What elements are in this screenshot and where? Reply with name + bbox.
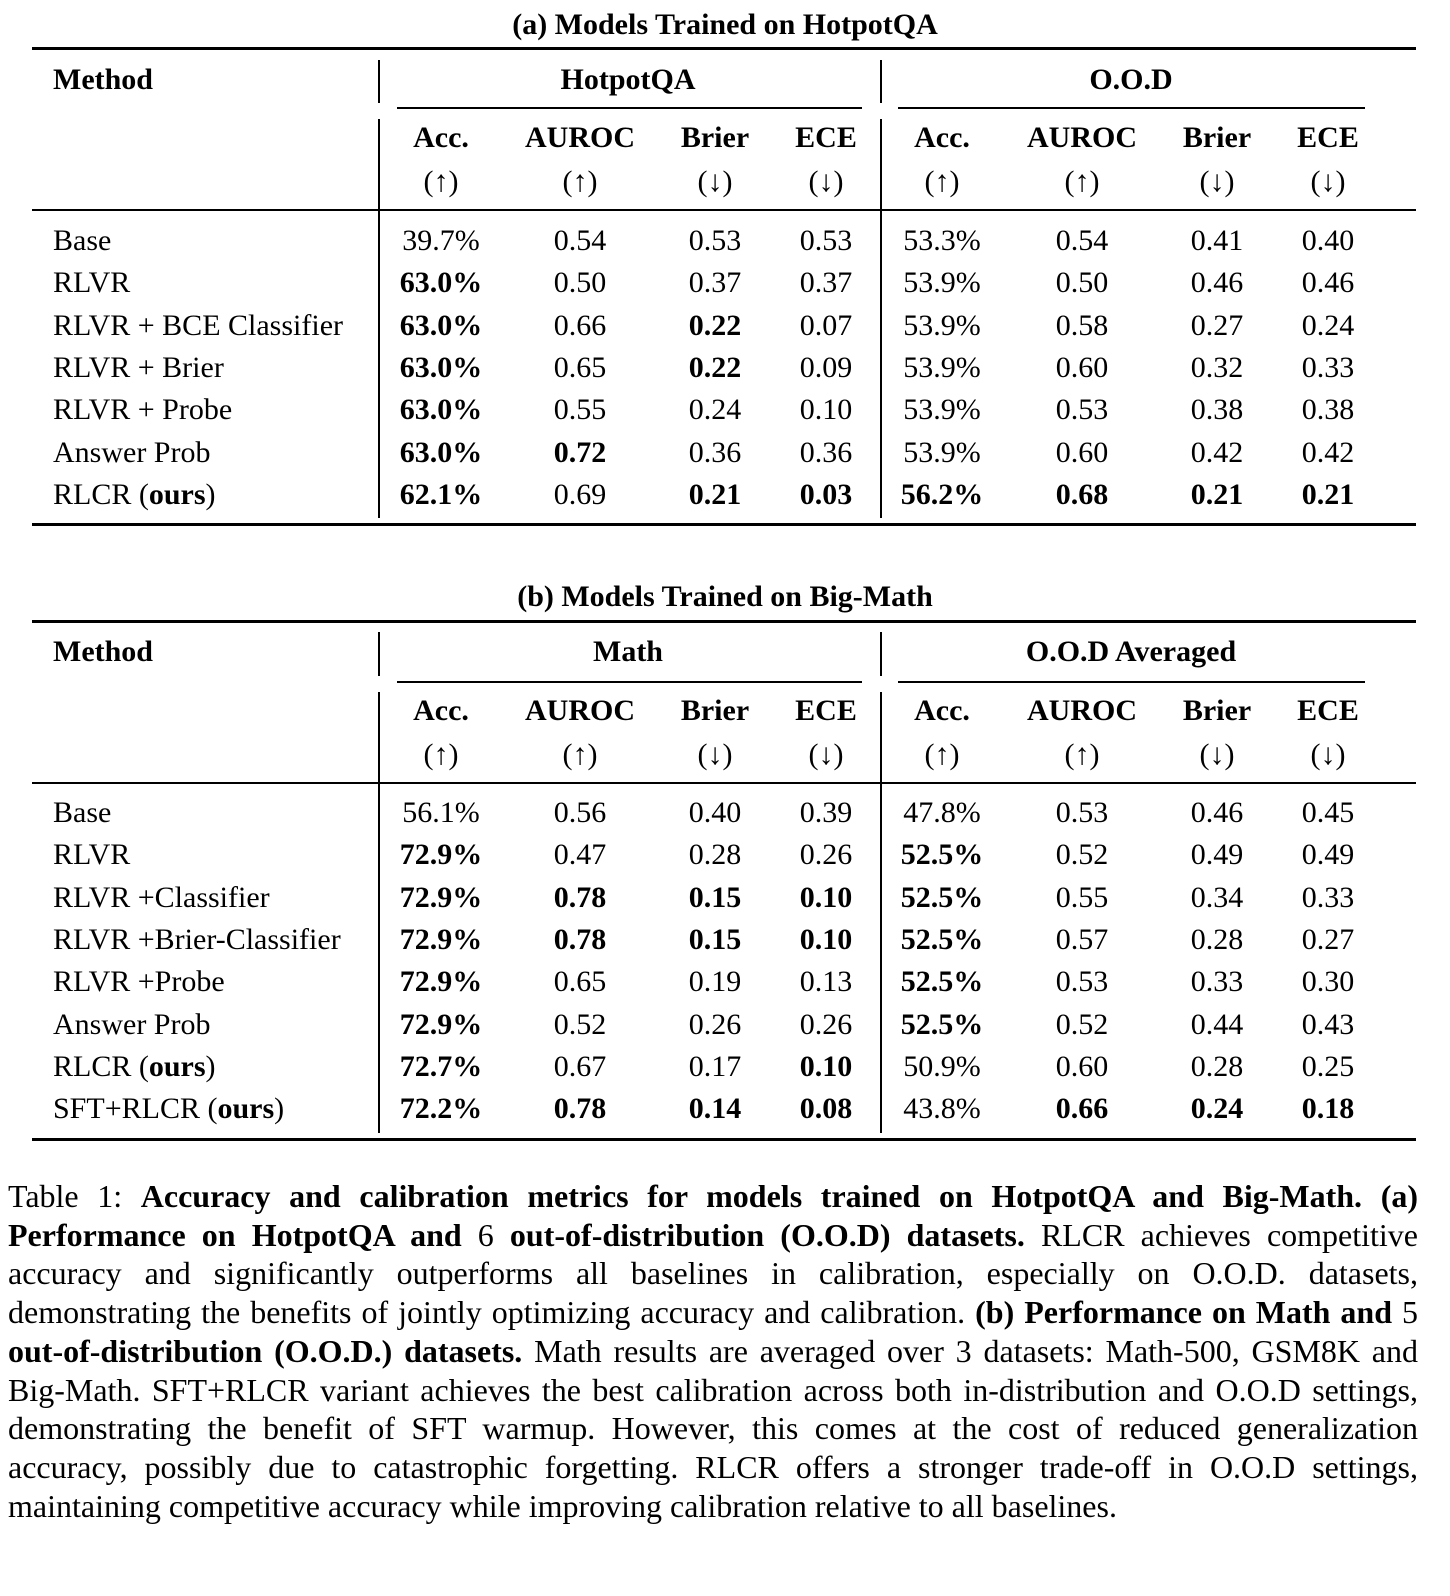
table-a-table-cell: 53.3% bbox=[903, 224, 981, 257]
table-b-vsep-head-0 bbox=[378, 632, 380, 676]
table-b-table-cell: 0.10 bbox=[799, 880, 853, 914]
table-b-table-cell: 56.1% bbox=[402, 796, 480, 829]
table-a-table-cell: 0.24 bbox=[1301, 308, 1355, 342]
table-a-row-method bbox=[53, 436, 211, 470]
table-a-table-cell: 0.50 bbox=[1055, 266, 1109, 300]
table-b-table-cell: 0.53 bbox=[1055, 965, 1109, 999]
table-a-group-header-0: HotpotQA bbox=[560, 63, 696, 96]
table-b-table-cell: 0.45 bbox=[1301, 796, 1355, 829]
table-b-table-cell: 0.55 bbox=[1055, 880, 1109, 914]
caption-text bbox=[1362, 1178, 1381, 1214]
table-b-table-cell: 0.53 bbox=[1055, 796, 1109, 829]
table-b-table-cell: 0.67 bbox=[553, 1049, 607, 1083]
table-a-table-cell: 0.40 bbox=[1301, 224, 1355, 257]
table-a-table-cell: 0.46 bbox=[1301, 266, 1355, 300]
table-b-table-cell: 0.26 bbox=[688, 1007, 742, 1041]
method-label-part: ) bbox=[274, 1092, 285, 1126]
table-b-title: (b) Models Trained on Big-Math bbox=[517, 580, 933, 613]
table-b-table-cell: 0.49 bbox=[1301, 838, 1355, 872]
table-a-table-cell: 0.37 bbox=[688, 266, 742, 300]
table-a-metric-direction: (↓) bbox=[1199, 165, 1235, 198]
table-b-table-cell: 0.28 bbox=[1190, 1049, 1244, 1083]
table-a-table-cell: 0.53 bbox=[1055, 393, 1109, 427]
table-b-table-cell: 0.28 bbox=[688, 838, 742, 872]
method-label-part: ) bbox=[205, 1049, 216, 1083]
table-a-vsep-body-0 bbox=[378, 119, 380, 518]
table-b-table-cell: 50.9% bbox=[903, 1049, 981, 1083]
table-a-header-rule bbox=[32, 209, 1416, 211]
table-b-table-cell: 43.8% bbox=[903, 1092, 981, 1126]
table-b-table-cell: 0.52 bbox=[1055, 838, 1109, 872]
table-a-table-cell: 0.46 bbox=[1190, 266, 1244, 300]
table-b-table-cell: 0.17 bbox=[688, 1049, 742, 1083]
method-label-part: RLVR +Brier-Classifier bbox=[53, 922, 341, 956]
table-a-table-cell: 0.24 bbox=[688, 393, 742, 427]
table-b-metric-direction: (↑) bbox=[423, 738, 459, 771]
table-b-bottom-rule bbox=[32, 1138, 1416, 1141]
table-a-metric-header: AUROC bbox=[1027, 121, 1137, 154]
table-b-metric-header: Brier bbox=[1182, 694, 1252, 727]
table-a-table-cell: 0.53 bbox=[688, 224, 742, 257]
caption-text: 5 bbox=[1392, 1294, 1419, 1331]
table-b-table-cell: 0.28 bbox=[1190, 922, 1244, 956]
table-b-header-rule bbox=[32, 782, 1416, 784]
method-label-part: RLCR ( bbox=[53, 477, 149, 511]
table-a-table-cell: 0.21 bbox=[688, 477, 742, 511]
table-a-table-cell: 0.54 bbox=[1055, 224, 1109, 257]
table-b-table-cell: 0.15 bbox=[688, 880, 742, 914]
table-b-table-cell: 52.5% bbox=[900, 838, 984, 872]
table-a-table-cell: 0.09 bbox=[799, 350, 853, 384]
method-label-part: Base bbox=[53, 224, 112, 257]
table-a-table-cell: 53.9% bbox=[903, 308, 981, 342]
method-label-part: SFT+RLCR ( bbox=[53, 1092, 218, 1126]
table-b-table-cell: 0.26 bbox=[799, 838, 853, 872]
table-b-table-cell: 0.49 bbox=[1190, 838, 1244, 872]
table-a-table-cell: 53.9% bbox=[903, 266, 981, 300]
table-b-table-cell: 0.14 bbox=[688, 1092, 742, 1126]
table-a-table-cell: 63.0% bbox=[399, 393, 483, 427]
table-a-table-cell: 0.38 bbox=[1190, 393, 1244, 427]
table-a-group-rule-1 bbox=[898, 107, 1365, 109]
table-b-metric-header: AUROC bbox=[1027, 694, 1137, 727]
table-a-table-cell: 0.53 bbox=[799, 224, 853, 257]
table-b-row-method bbox=[53, 1008, 211, 1042]
table-a-table-cell: 62.1% bbox=[399, 477, 483, 511]
method-label-part: Answer Prob bbox=[53, 435, 211, 469]
table-a-row-method bbox=[53, 393, 232, 427]
table-a-table-cell: 0.21 bbox=[1190, 477, 1244, 511]
table-b-table-cell: 0.43 bbox=[1301, 1007, 1355, 1041]
table-a-metric-direction: (↓) bbox=[808, 165, 844, 198]
table-a-table-cell: 0.27 bbox=[1190, 308, 1244, 342]
table-b-metric-header: ECE bbox=[1297, 694, 1359, 727]
method-label-part: RLVR +Probe bbox=[53, 965, 225, 999]
table-b-metric-direction: (↓) bbox=[1310, 738, 1346, 771]
table-b-metric-direction: (↑) bbox=[562, 738, 598, 771]
table-caption bbox=[8, 1177, 1418, 1525]
table-a-metric-header: Acc. bbox=[413, 121, 469, 154]
table-b-table-cell: 0.78 bbox=[553, 1092, 607, 1126]
table-b-group-header-1: O.O.D Averaged bbox=[1025, 635, 1237, 668]
table-b-table-cell: 0.52 bbox=[1055, 1007, 1109, 1041]
table-b-table-cell: 0.56 bbox=[553, 796, 607, 829]
table-b-table-cell: 72.2% bbox=[399, 1092, 483, 1126]
table-b-table-cell: 0.26 bbox=[799, 1007, 853, 1041]
table-a-table-cell: 0.65 bbox=[553, 350, 607, 384]
table-a-row-method bbox=[53, 309, 343, 343]
table-b-table-cell: 0.18 bbox=[1301, 1092, 1355, 1126]
table-b-metric-header: Acc. bbox=[413, 694, 469, 727]
table-a-table-cell: 63.0% bbox=[399, 350, 483, 384]
table-a-metric-header: AUROC bbox=[525, 121, 635, 154]
table-a-metric-header: Brier bbox=[1182, 121, 1252, 154]
method-label-part: Base bbox=[53, 796, 112, 829]
table-a-table-cell: 0.58 bbox=[1055, 308, 1109, 342]
table-b-table-cell: 0.27 bbox=[1301, 922, 1355, 956]
caption-bold-text: out-of-distribution (O.O.D) datasets. bbox=[509, 1216, 1025, 1253]
method-label-part: ) bbox=[205, 477, 216, 511]
table-a-table-cell: 63.0% bbox=[399, 308, 483, 342]
table-a-vsep-body-1 bbox=[880, 119, 882, 518]
caption-text: Math results are averaged over 3 datasets: Math-500, GSM8K and Big-Math. SFT+RLCR variant achieves the best calibration across both in-distribution and O.O.D settings, demonstrating the benefit of SFT warmup. However, this comes at the cost of reduced generalization accuracy, possibly due to catastrophic forgetting. RLCR offers a stronger trade-off in O.O.D settings, maintaining competitive accuracy while improving calibration relative to all baselines. bbox=[8, 1332, 1419, 1524]
table-a-row-method bbox=[53, 266, 130, 300]
table-b-table-cell: 72.9% bbox=[399, 880, 483, 914]
table-a-table-cell: 0.42 bbox=[1190, 435, 1244, 469]
table-a-table-cell: 0.54 bbox=[553, 224, 607, 257]
method-label-part: Answer Prob bbox=[53, 1007, 211, 1041]
table-a-table-cell: 63.0% bbox=[399, 266, 483, 300]
table-a-table-cell: 0.36 bbox=[688, 435, 742, 469]
table-b-metric-direction: (↓) bbox=[1199, 738, 1235, 771]
table-a-table-cell: 39.7% bbox=[402, 224, 480, 257]
table-a-table-cell: 56.2% bbox=[900, 477, 984, 511]
table-b-table-cell: 0.46 bbox=[1190, 796, 1244, 829]
table-b-metric-direction: (↓) bbox=[697, 738, 733, 771]
table-b-table-cell: 0.47 bbox=[553, 838, 607, 872]
table-a-table-cell: 53.9% bbox=[903, 350, 981, 384]
method-label-part: RLVR + Brier bbox=[53, 350, 224, 384]
table-b-row-method bbox=[53, 965, 225, 999]
table-b-table-cell: 0.24 bbox=[1190, 1092, 1244, 1126]
table-a-table-cell: 0.60 bbox=[1055, 435, 1109, 469]
table-b-table-cell: 72.7% bbox=[399, 1049, 483, 1083]
table-b-table-cell: 0.60 bbox=[1055, 1049, 1109, 1083]
table-a-table-cell: 0.22 bbox=[688, 350, 742, 384]
table-a-table-cell: 0.68 bbox=[1055, 477, 1109, 511]
table-b-table-cell: 47.8% bbox=[903, 796, 981, 829]
table-a-table-cell: 0.07 bbox=[799, 308, 853, 342]
table-a-row-method bbox=[53, 224, 111, 258]
table-a-table-cell: 0.60 bbox=[1055, 350, 1109, 384]
table-b-table-cell: 0.44 bbox=[1190, 1007, 1244, 1041]
table-b-table-cell: 0.57 bbox=[1055, 922, 1109, 956]
table-b-table-cell: 0.39 bbox=[799, 796, 853, 829]
caption-bold-text: (b) Performance on Math and bbox=[975, 1294, 1393, 1331]
table-a-table-cell: 0.66 bbox=[553, 308, 607, 342]
table-a-metric-header: ECE bbox=[1297, 121, 1359, 154]
table-a-group-rule-0 bbox=[397, 107, 862, 109]
table-b-row-method bbox=[53, 796, 111, 830]
table-a-table-cell: 0.55 bbox=[553, 393, 607, 427]
table-b-table-cell: 0.52 bbox=[553, 1007, 607, 1041]
table-b-table-cell: 72.9% bbox=[399, 922, 483, 956]
table-a-metric-direction: (↑) bbox=[562, 165, 598, 198]
caption-bold-text: (a) Performance on HotpotQA and bbox=[8, 1178, 1419, 1253]
table-b-method-header: Method bbox=[53, 635, 153, 668]
table-a-row-method bbox=[53, 351, 224, 385]
table-a-table-cell: 53.9% bbox=[903, 435, 981, 469]
table-b-table-cell: 72.9% bbox=[399, 838, 483, 872]
table-b-metric-header: Brier bbox=[680, 694, 750, 727]
table-a-table-cell: 0.32 bbox=[1190, 350, 1244, 384]
method-label-part: RLCR ( bbox=[53, 1049, 149, 1083]
table-a-metric-header: Acc. bbox=[914, 121, 970, 154]
table-a-metric-direction: (↑) bbox=[924, 165, 960, 198]
method-label-part: RLVR bbox=[53, 266, 131, 300]
table-b-table-cell: 72.9% bbox=[399, 965, 483, 999]
caption-bold-text: out-of-distribution (O.O.D.) datasets. bbox=[8, 1332, 523, 1369]
table-b-table-cell: 0.13 bbox=[799, 965, 853, 999]
table-a-table-cell: 53.9% bbox=[903, 393, 981, 427]
table-a-metric-direction: (↓) bbox=[1310, 165, 1346, 198]
table-a-method-header: Method bbox=[53, 63, 153, 96]
table-a-group-header-1: O.O.D bbox=[1089, 63, 1173, 96]
table-b-row-method bbox=[53, 923, 341, 957]
table-a-metric-direction: (↑) bbox=[1064, 165, 1100, 198]
table-a-table-cell: 0.50 bbox=[553, 266, 607, 300]
table-b-table-cell: 0.30 bbox=[1301, 965, 1355, 999]
table-a-table-cell: 0.36 bbox=[799, 435, 853, 469]
table-a-vsep-head-0 bbox=[378, 60, 380, 103]
table-b-table-cell: 0.78 bbox=[553, 922, 607, 956]
table-a-table-cell: 0.69 bbox=[553, 477, 607, 511]
method-label-part: RLVR bbox=[53, 838, 131, 872]
table-b-table-cell: 0.66 bbox=[1055, 1092, 1109, 1126]
table-b-metric-header: ECE bbox=[795, 694, 857, 727]
table-b-metric-header: AUROC bbox=[525, 694, 635, 727]
table-a-table-cell: 0.41 bbox=[1190, 224, 1244, 257]
table-b-table-cell: 0.33 bbox=[1301, 880, 1355, 914]
table-b-table-cell: 72.9% bbox=[399, 1007, 483, 1041]
table-a-table-cell: 0.33 bbox=[1301, 350, 1355, 384]
method-label-part: RLVR + BCE Classifier bbox=[53, 308, 343, 342]
table-b-table-cell: 0.40 bbox=[688, 796, 742, 829]
method-label-part: ours bbox=[148, 1049, 206, 1083]
table-a-table-cell: 0.03 bbox=[799, 477, 853, 511]
method-label-part: ours bbox=[217, 1092, 275, 1126]
table-a-table-cell: 0.42 bbox=[1301, 435, 1355, 469]
table-b-group-header-0: Math bbox=[593, 635, 663, 668]
table-b-table-cell: 52.5% bbox=[900, 880, 984, 914]
table-a-table-cell: 0.21 bbox=[1301, 477, 1355, 511]
table-b-table-cell: 0.19 bbox=[688, 965, 742, 999]
table-b-table-cell: 0.65 bbox=[553, 965, 607, 999]
caption-text: 6 bbox=[461, 1216, 510, 1253]
table-b-table-cell: 0.10 bbox=[799, 922, 853, 956]
caption-text: RLCR achieves competitive accuracy and significantly outperforms all baselines in calibration, especially on O.O.D. datasets, demonstrating the benefits of jointly optimizing accuracy and calibration. bbox=[8, 1216, 1419, 1331]
table-a-table-cell: 0.22 bbox=[688, 308, 742, 342]
caption-bold-text: Accuracy and calibration metrics for models trained on HotpotQA and Big-Math. bbox=[140, 1178, 1363, 1214]
method-label-part: RLVR + Probe bbox=[53, 393, 233, 427]
table-a-table-cell: 0.38 bbox=[1301, 393, 1355, 427]
table-a-table-cell: 0.37 bbox=[799, 266, 853, 300]
table-b-group-rule-1 bbox=[898, 681, 1365, 683]
method-label-part: RLVR +Classifier bbox=[53, 880, 270, 914]
table-a-metric-direction: (↓) bbox=[697, 165, 733, 198]
caption-text: Table 1: bbox=[8, 1178, 141, 1214]
table-a-metric-header: Brier bbox=[680, 121, 750, 154]
method-label-part: ours bbox=[148, 477, 206, 511]
table-b-table-cell: 52.5% bbox=[900, 922, 984, 956]
table-b-group-rule-0 bbox=[397, 681, 862, 683]
table-b-vsep-body-1 bbox=[880, 692, 882, 1133]
table-a-metric-header: ECE bbox=[795, 121, 857, 154]
table-a-table-cell: 63.0% bbox=[399, 435, 483, 469]
table-b-table-cell: 0.08 bbox=[799, 1092, 853, 1126]
table-b-table-cell: 0.34 bbox=[1190, 880, 1244, 914]
table-a-table-cell: 0.10 bbox=[799, 393, 853, 427]
table-b-row-method bbox=[53, 1050, 216, 1084]
table-a-title: (a) Models Trained on HotpotQA bbox=[512, 8, 938, 41]
table-a-vsep-head-1 bbox=[880, 60, 882, 103]
table-a-row-method bbox=[53, 478, 216, 512]
table-a-top-rule bbox=[32, 47, 1416, 50]
table-b-table-cell: 0.33 bbox=[1190, 965, 1244, 999]
table-a-metric-direction: (↑) bbox=[423, 165, 459, 198]
table-b-vsep-body-0 bbox=[378, 692, 380, 1133]
table-a-table-cell: 0.72 bbox=[553, 435, 607, 469]
table-b-row-method bbox=[53, 1092, 284, 1126]
table-b-table-cell: 52.5% bbox=[900, 965, 984, 999]
table-b-metric-header: Acc. bbox=[914, 694, 970, 727]
table-b-row-method bbox=[53, 881, 270, 915]
table-b-metric-direction: (↓) bbox=[808, 738, 844, 771]
table-a-bottom-rule bbox=[32, 523, 1416, 526]
table-b-metric-direction: (↑) bbox=[924, 738, 960, 771]
table-b-metric-direction: (↑) bbox=[1064, 738, 1100, 771]
table-b-vsep-head-1 bbox=[880, 632, 882, 676]
table-b-table-cell: 0.15 bbox=[688, 922, 742, 956]
table-b-row-method bbox=[53, 838, 130, 872]
table-b-table-cell: 0.25 bbox=[1301, 1049, 1355, 1083]
table-b-table-cell: 0.10 bbox=[799, 1049, 853, 1083]
table-b-table-cell: 52.5% bbox=[900, 1007, 984, 1041]
table-b-top-rule bbox=[32, 620, 1416, 623]
table-b-table-cell: 0.78 bbox=[553, 880, 607, 914]
